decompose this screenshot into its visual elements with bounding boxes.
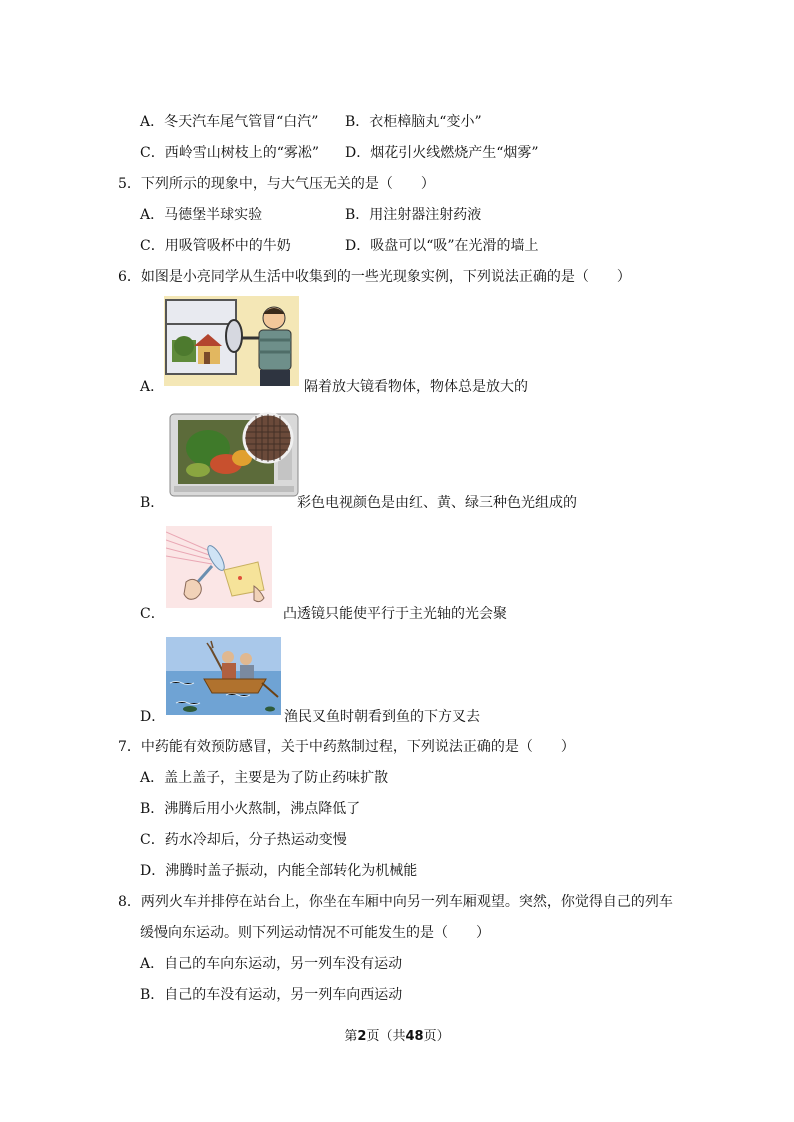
option-letter: B． [140, 801, 165, 817]
option-text: 药水冷却后，分子热运动变慢 [164, 832, 347, 848]
option-letter: B． [140, 987, 165, 1003]
q5-option-d [345, 236, 539, 256]
option-text: 冬天汽车尾气管冒“白汽” [164, 114, 319, 130]
q4-option-d [345, 143, 539, 163]
fisherman-boat-image [166, 637, 281, 715]
option-text: 盖上盖子，主要是为了防止药味扩散 [164, 770, 389, 786]
q4-option-a [140, 112, 318, 132]
q7-option-d [140, 861, 417, 881]
option-letter: C． [140, 832, 165, 848]
option-text: 吸盘可以“吸”在光滑的墙上 [370, 238, 539, 254]
q6-option-c [140, 604, 165, 624]
option-text: 用注射器注射药液 [369, 207, 482, 223]
q4-option-c [140, 143, 319, 163]
option-text: 沸腾后用小火熬制，沸点降低了 [164, 801, 361, 817]
option-letter: D． [345, 145, 371, 161]
color-tv-image [168, 412, 300, 498]
option-letter: D． [345, 238, 371, 254]
q8-option-a [140, 954, 402, 974]
option-letter: B． [345, 207, 370, 223]
option-letter: C． [140, 606, 165, 622]
footer-suffix: 页） [423, 1029, 450, 1044]
option-letter: A． [140, 207, 165, 223]
option-text: 西岭雪山树枝上的“雾凇” [164, 145, 320, 161]
q5-option-c [140, 236, 291, 256]
q7-option-a [140, 768, 388, 788]
q7-option-c [140, 830, 347, 850]
option-letter: A． [140, 379, 165, 395]
option-letter: B． [345, 114, 370, 130]
footer-prefix: 第 [344, 1029, 358, 1044]
option-letter: A． [140, 956, 165, 972]
convex-lens-image [166, 526, 272, 608]
q7-option-b [140, 799, 360, 819]
q6-stem: 6．如图是小亮同学从生活中收集到的一些光现象实例，下列说法正确的是（ ） [118, 269, 631, 285]
footer-page-number: 2 [357, 1029, 367, 1044]
option-letter: C． [140, 145, 165, 161]
q5-stem: 5．下列所示的现象中，与大气压无关的是（ ） [118, 176, 435, 192]
q6-option-d [140, 707, 165, 727]
q6-option-a-text: 隔着放大镜看物体，物体总是放大的 [304, 379, 528, 395]
option-text: 自己的车向东运动，另一列车没有运动 [164, 956, 403, 972]
q6-option-c-text: 凸透镜只能使平行于主光轴的光会聚 [283, 606, 507, 622]
option-letter: A． [140, 114, 165, 130]
q8-stem-line1: 8．两列火车并排停在站台上，你坐在车厢中向另一列车厢观望。突然，你觉得自己的列车 [118, 894, 673, 910]
q6-option-b [140, 493, 164, 513]
q5-option-b [345, 205, 481, 225]
q6-option-b-text: 彩色电视颜色是由红、黄、绿三种色光组成的 [297, 495, 577, 511]
option-text: 沸腾时盖子振动，内能全部转化为机械能 [165, 863, 418, 879]
q6-option-d-text: 渔民叉鱼时朝看到鱼的下方叉去 [284, 709, 480, 725]
q7-stem: 7．中药能有效预防感冒，关于中药熬制过程，下列说法正确的是（ ） [118, 739, 575, 755]
q8-stem-line2: 缓慢向东运动。则下列运动情况不可能发生的是（ ） [140, 925, 490, 941]
option-letter: B． [140, 495, 165, 511]
option-text: 自己的车没有运动，另一列车向西运动 [164, 987, 403, 1003]
option-letter: A． [140, 770, 165, 786]
q5-option-a [140, 205, 262, 225]
option-text: 烟花引火线燃烧产生“烟雾” [370, 145, 539, 161]
q8-option-b [140, 985, 402, 1005]
footer-total-pages: 48 [405, 1029, 424, 1044]
option-text: 衣柜樟脑丸“变小” [369, 114, 482, 130]
q4-option-b [345, 112, 482, 132]
option-letter: D． [140, 709, 166, 725]
page-footer [0, 1025, 794, 1044]
option-letter: D． [140, 863, 166, 879]
option-text: 用吸管吸杯中的牛奶 [164, 238, 291, 254]
q6-option-a [140, 377, 164, 397]
footer-mid: 页（共 [366, 1029, 406, 1044]
option-letter: C． [140, 238, 165, 254]
magnifier-window-image [164, 296, 299, 386]
option-text: 马德堡半球实验 [164, 207, 263, 223]
